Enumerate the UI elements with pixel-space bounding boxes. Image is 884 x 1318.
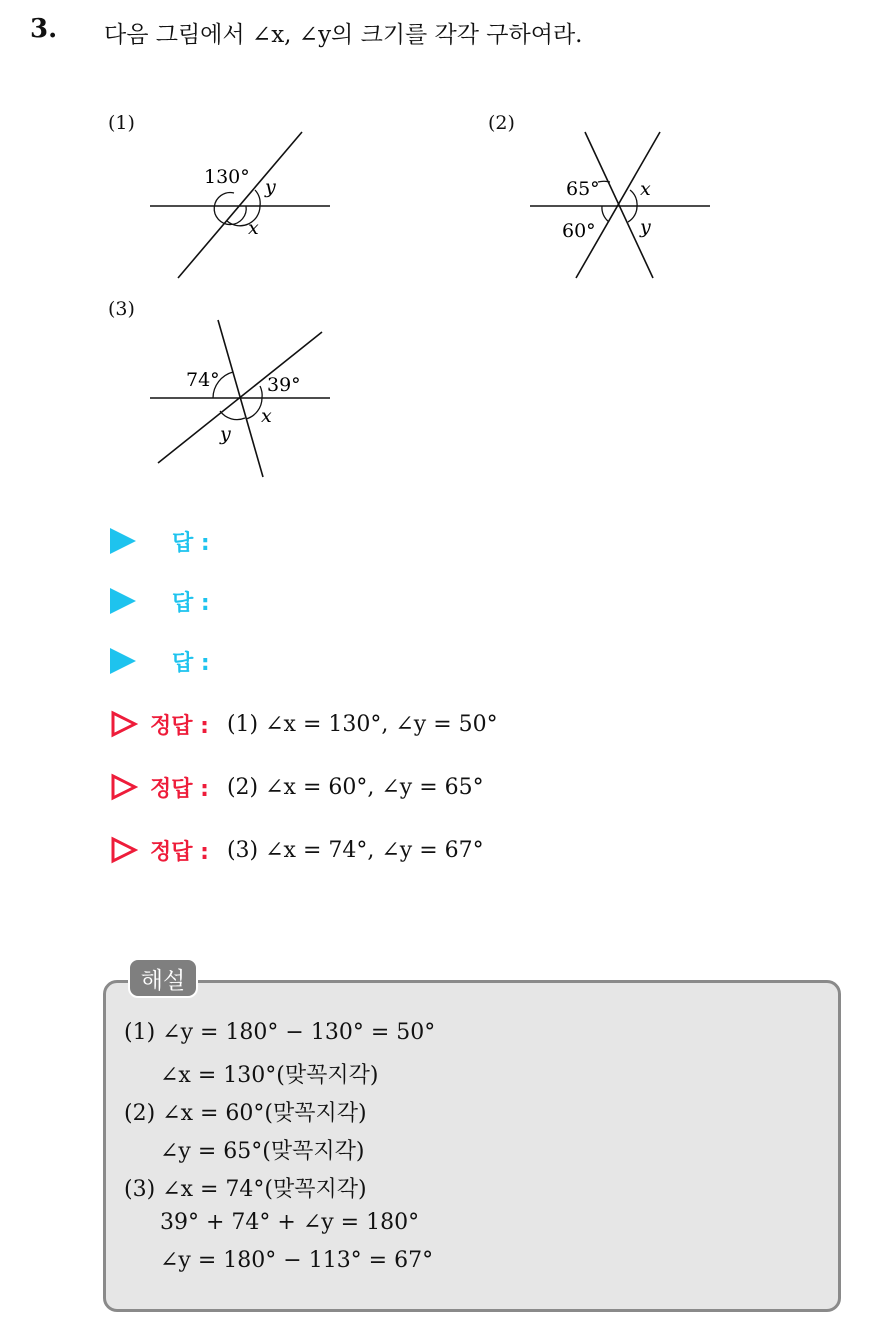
answer-row-1 bbox=[110, 523, 210, 559]
solution-label: 정답 : bbox=[150, 713, 209, 739]
figure-3-angle-x: x bbox=[261, 405, 272, 427]
figure-1-label: (1) bbox=[108, 112, 135, 134]
play-arrow-icon bbox=[110, 528, 136, 554]
figure-2-diagram bbox=[520, 120, 720, 290]
answer-label: 답 : bbox=[172, 530, 210, 556]
solution-label: 정답 : bbox=[150, 776, 209, 802]
solution-label: 정답 : bbox=[150, 839, 209, 865]
solution-text: (1) ∠x = 130°, ∠y = 50° bbox=[226, 711, 498, 737]
figure-1-slanted-line bbox=[178, 132, 302, 278]
outline-triangle-icon bbox=[110, 773, 138, 801]
explanation-line-3: (2) ∠x = 60°(맞꼭지각) bbox=[124, 1101, 367, 1126]
figure-3-angle-74: 74° bbox=[186, 369, 220, 391]
explanation-line-5: (3) ∠x = 74°(맞꼭지각) bbox=[124, 1177, 367, 1202]
play-arrow-icon bbox=[110, 648, 136, 674]
figure-2-angle-65: 65° bbox=[566, 178, 600, 200]
explanation-line-2: ∠x = 130°(맞꼭지각) bbox=[160, 1063, 379, 1088]
answer-label: 답 : bbox=[172, 650, 210, 676]
explanation-line-6: 39° + 74° + ∠y = 180° bbox=[160, 1210, 420, 1235]
figure-3-label: (3) bbox=[108, 298, 135, 320]
solution-text: (3) ∠x = 74°, ∠y = 67° bbox=[226, 837, 484, 863]
figure-2-angle-x: x bbox=[640, 178, 651, 200]
figure-2-line-a bbox=[585, 132, 653, 278]
outline-triangle-icon bbox=[110, 710, 138, 738]
explanation-line-7: ∠y = 180° − 113° = 67° bbox=[160, 1248, 434, 1273]
figure-1-angle-130: 130° bbox=[204, 166, 250, 188]
solution-row-3 bbox=[110, 830, 484, 870]
answer-label: 답 : bbox=[172, 590, 210, 616]
figure-2-angle-y: y bbox=[640, 216, 651, 238]
answer-row-2 bbox=[110, 583, 210, 619]
figure-1-angle-x: x bbox=[248, 217, 259, 239]
figure-3-angle-y: y bbox=[220, 423, 231, 445]
figure-1-diagram bbox=[140, 120, 340, 290]
figure-3-arc-x bbox=[246, 398, 262, 419]
figure-1-arc-y bbox=[255, 190, 260, 206]
figure-1-angle-y: y bbox=[265, 176, 276, 198]
solution-text: (2) ∠x = 60°, ∠y = 65° bbox=[226, 774, 484, 800]
figure-1-arc-130 bbox=[214, 193, 246, 225]
figure-2-label: (2) bbox=[488, 112, 515, 134]
play-arrow-icon bbox=[110, 588, 136, 614]
solution-row-2 bbox=[110, 767, 484, 807]
figure-2-arc-65 bbox=[598, 181, 610, 182]
question-text: 다음 그림에서 ∠x, ∠y의 크기를 각각 구하여라. bbox=[104, 22, 583, 48]
figure-2-arc-y bbox=[628, 206, 637, 222]
explanation-line-4: ∠y = 65°(맞꼭지각) bbox=[160, 1139, 365, 1164]
explanation-tag: 해설 bbox=[128, 958, 198, 998]
figure-3-diagram bbox=[140, 310, 340, 480]
figure-3-angle-39: 39° bbox=[267, 374, 301, 396]
question-number: 3. bbox=[30, 14, 58, 44]
outline-triangle-icon bbox=[110, 836, 138, 864]
figure-2-arc-x bbox=[630, 190, 637, 206]
figure-2-line-b bbox=[576, 132, 660, 278]
explanation-line-1: (1) ∠y = 180° − 130° = 50° bbox=[124, 1020, 436, 1045]
figure-3-arc-y bbox=[220, 411, 245, 420]
answer-row-3 bbox=[110, 643, 210, 679]
figure-3-arc-39 bbox=[260, 386, 262, 398]
figure-2-arc-60 bbox=[602, 206, 609, 222]
solution-row-1 bbox=[110, 704, 498, 744]
figure-2-angle-60: 60° bbox=[562, 220, 596, 242]
